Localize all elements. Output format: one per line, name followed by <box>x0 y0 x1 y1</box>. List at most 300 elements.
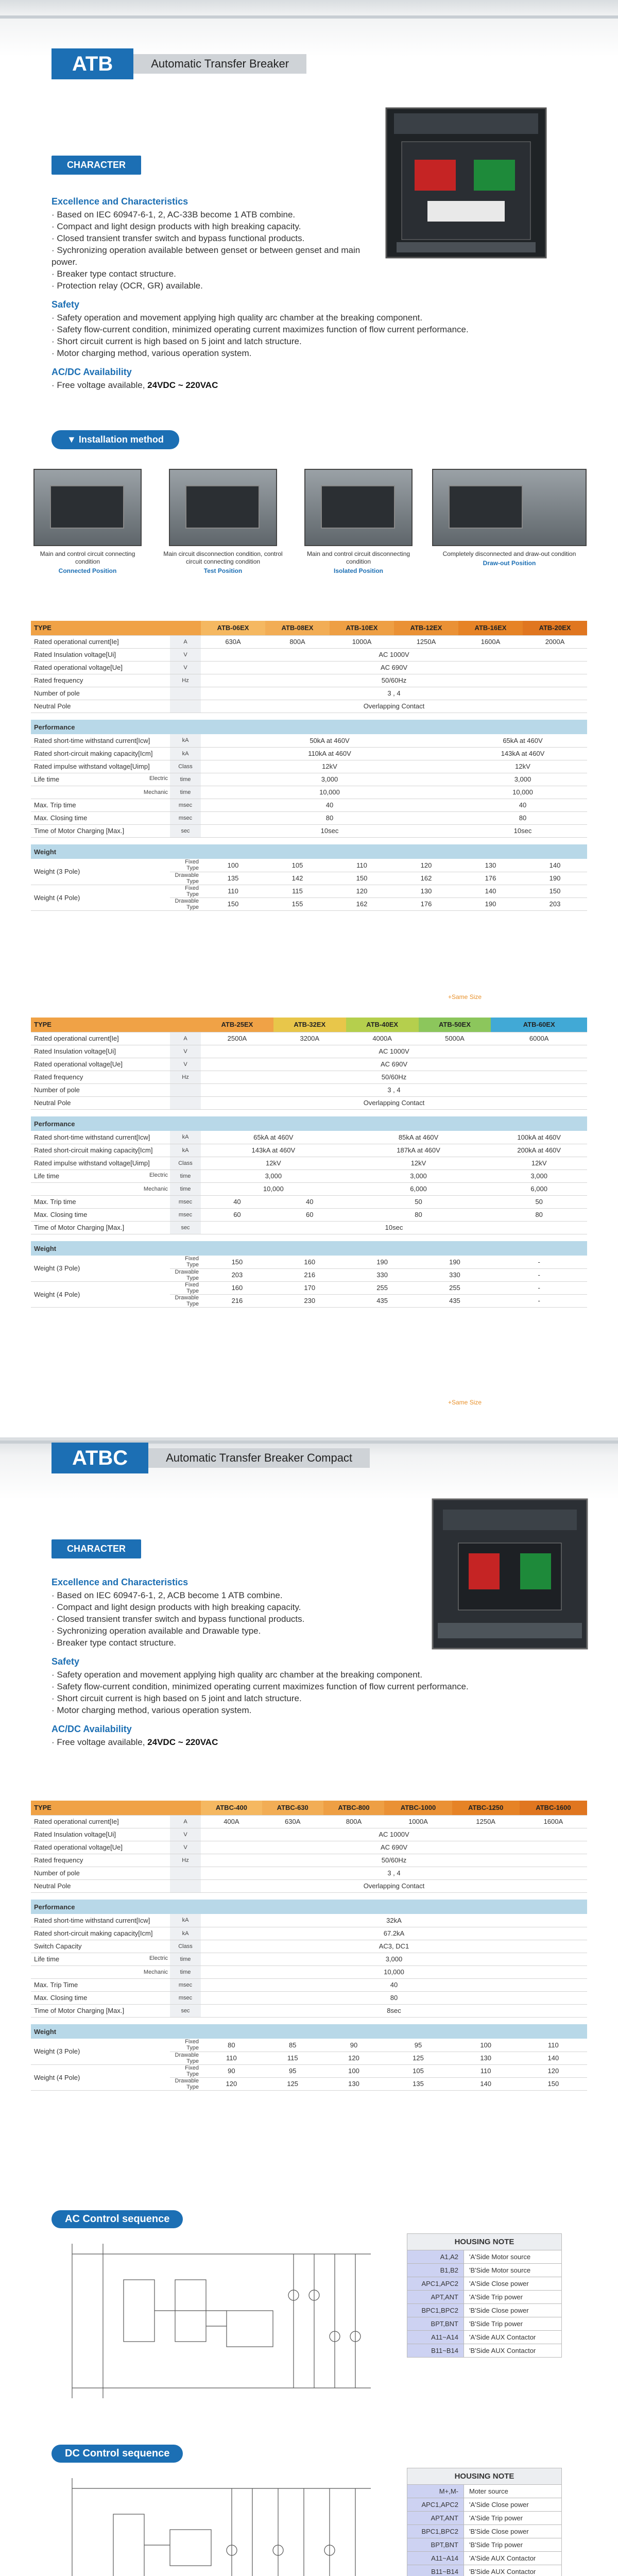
cell: 10sec <box>458 824 587 837</box>
cell: 130 <box>323 2077 385 2090</box>
table-row <box>31 786 587 799</box>
cell: 630A <box>201 635 265 648</box>
housing-note-title: HOUSING NOTE <box>407 2468 562 2485</box>
cell: 435 <box>419 1294 491 1307</box>
cell: AC 690V <box>201 1841 587 1854</box>
cell: 85kA at 460V <box>346 1131 491 1144</box>
row-unit: msec <box>170 811 201 824</box>
list-item: · Safety flow-current condition, minimized operating current maximizes function of flow current performance. <box>52 324 566 335</box>
note-key: APC1,APC2 <box>407 2277 464 2291</box>
cell: 150 <box>201 1256 273 1268</box>
row-unit: sec <box>170 2004 201 2017</box>
table-row <box>31 1170 587 1182</box>
table-row <box>407 2344 562 2358</box>
row-label: Time of Motor Charging [Max.] <box>31 2004 170 2017</box>
list-item: · Motor charging method, various operation system. <box>52 347 566 359</box>
row-unit: msec <box>170 1195 201 1208</box>
table-row <box>31 1281 587 1294</box>
table-row <box>407 2538 562 2552</box>
cell: 65kA at 460V <box>458 734 587 747</box>
ac-housing-note-table <box>407 2233 562 2358</box>
table-row <box>31 1914 587 1927</box>
table-row <box>31 859 587 872</box>
atb-code: ATB <box>52 48 133 79</box>
cell: 3 , 4 <box>201 1867 587 1879</box>
note-key: APT,ANT <box>407 2291 464 2304</box>
note-value: 'B'Side Trip power <box>464 2538 562 2552</box>
model-header: ATB-60EX <box>491 1018 587 1032</box>
table-row <box>407 2291 562 2304</box>
note-key: M+,M- <box>407 2485 464 2498</box>
table-row <box>31 811 587 824</box>
sub-label: Fixed Type <box>170 885 201 897</box>
cell: 330 <box>346 1268 419 1281</box>
table-header-row <box>31 1801 587 1815</box>
cell: 120 <box>520 2064 587 2077</box>
atb-acdc-heading: AC/DC Availability <box>52 367 132 377</box>
table-row <box>407 2525 562 2538</box>
row-unit: sec <box>170 1221 201 1234</box>
model-header: ATB-32EX <box>273 1018 346 1032</box>
cell: 1250A <box>452 1815 520 1828</box>
cell: 160 <box>201 1281 273 1294</box>
cell: 105 <box>265 859 330 872</box>
atbc-title-text: Automatic Transfer Breaker Compact <box>166 1451 353 1464</box>
note-value: 'B'Side Trip power <box>464 2317 562 2331</box>
note-value: 'B'Side AUX Contactor <box>464 2565 562 2576</box>
row-unit: Hz <box>170 1854 201 1867</box>
table-row <box>407 2304 562 2317</box>
cell: 120 <box>201 2077 262 2090</box>
atb-title <box>133 54 306 74</box>
cell: AC 1000V <box>201 1828 587 1841</box>
model-header: ATB-16EX <box>458 621 523 635</box>
atbc-excellence-list <box>52 1589 443 1649</box>
note-key: APT,ANT <box>407 2512 464 2525</box>
row-label: Weight (4 Pole) <box>31 1281 170 1307</box>
install-caption: Main and control circuit connecting condition <box>40 550 135 565</box>
type-label: TYPE <box>31 1801 201 1815</box>
cell: 150 <box>520 2077 587 2090</box>
note-key: BPC1,BPC2 <box>407 2525 464 2538</box>
table-row <box>31 661 587 674</box>
row-label: Max. Trip Time <box>31 1978 170 1991</box>
row-label: Rated impulse withstand voltage[Uimp] <box>31 1157 170 1170</box>
cell: 80 <box>201 2039 262 2052</box>
weight-group-row <box>31 1241 587 1256</box>
cell: 2000A <box>523 635 587 648</box>
atbc-excellence-heading: Excellence and Characteristics <box>52 1577 188 1587</box>
model-header: ATB-40EX <box>346 1018 419 1032</box>
same-size-note: +Same Size <box>448 1399 482 1406</box>
atbc-title-tag <box>52 1443 370 1473</box>
cell: 216 <box>201 1294 273 1307</box>
cell: 80 <box>346 1208 491 1221</box>
table-row <box>407 2485 562 2498</box>
list-item: · Sychronizing operation available between genset or between genset and main power. <box>52 244 381 268</box>
acdc-prefix: Free voltage available, <box>57 380 148 390</box>
row-unit <box>170 700 201 713</box>
sub-label: Electric <box>149 775 168 782</box>
cell: 190 <box>458 897 523 910</box>
cell: 100 <box>323 2064 385 2077</box>
table-row <box>31 1927 587 1940</box>
cell: 10,000 <box>201 786 458 799</box>
table-row <box>31 1083 587 1096</box>
row-label: Neutral Pole <box>31 1096 170 1109</box>
table-row <box>31 1991 587 2004</box>
row-unit: time <box>170 773 201 786</box>
row-label: Weight (3 Pole) <box>31 2039 170 2064</box>
cell: 50/60Hz <box>201 674 587 687</box>
life-time-label: Life time <box>34 775 60 783</box>
row-label: Rated short-time withstand current[Icw] <box>31 1131 170 1144</box>
cell: AC 1000V <box>201 1045 587 1058</box>
performance-group-row <box>31 1900 587 1914</box>
table-header-row <box>31 621 587 635</box>
note-value: 'A'Side AUX Contactor <box>464 2331 562 2344</box>
install-image <box>304 469 413 546</box>
cell: 162 <box>330 897 394 910</box>
cell: 1600A <box>458 635 523 648</box>
cell: 40 <box>201 799 458 811</box>
cell: 50/60Hz <box>201 1854 587 1867</box>
cell: 200kA at 460V <box>491 1144 587 1157</box>
sub-label: Fixed Type <box>170 1281 201 1294</box>
cell: 190 <box>419 1256 491 1268</box>
note-value: 'B'Side Motor source <box>464 2264 562 2277</box>
sub-label: Drawable Type <box>170 1268 201 1281</box>
list-item: · Based on IEC 60947-6-1, 2, AC-33B become 1 ATB combine. <box>52 209 381 221</box>
acdc-prefix: Free voltage available, <box>57 1737 148 1747</box>
row-label: Number of pole <box>31 1083 170 1096</box>
atb-excellence-list <box>52 209 381 292</box>
row-unit: kA <box>170 1131 201 1144</box>
sub-label: Mechanic <box>31 1965 170 1978</box>
cell: 800A <box>265 635 330 648</box>
cell: 120 <box>330 885 394 897</box>
cell: Overlapping Contact <box>201 1879 587 1892</box>
cell: 95 <box>384 2039 452 2052</box>
cell: 90 <box>323 2039 385 2052</box>
install-image <box>33 469 142 546</box>
list-item: · Sychronizing operation available and Drawable type. <box>52 1625 443 1637</box>
row-unit <box>170 1867 201 1879</box>
list-item: · Short circuit current is high based on 5 joint and latch structure. <box>52 1692 566 1704</box>
cell: 130 <box>394 885 458 897</box>
install-isolated <box>299 469 418 574</box>
cell: 130 <box>458 859 523 872</box>
cell: 1000A <box>384 1815 452 1828</box>
note-value: 'A'Side Close power <box>464 2498 562 2512</box>
cell: 90 <box>201 2064 262 2077</box>
install-position: Draw-out Position <box>483 560 536 567</box>
atb-safety-list <box>52 312 566 359</box>
acdc-value: 24VDC ~ 220VAC <box>147 1737 218 1747</box>
cell: 115 <box>262 2052 323 2064</box>
cell: 6,000 <box>346 1182 491 1195</box>
dc-circuit-diagram <box>57 2468 386 2576</box>
table-row <box>31 2064 587 2077</box>
group-label: Performance <box>31 1116 587 1131</box>
cell: 110 <box>330 859 394 872</box>
table-row <box>31 773 587 786</box>
table-row <box>407 2552 562 2565</box>
cell: 143kA at 460V <box>201 1144 346 1157</box>
cell: 110 <box>520 2039 587 2052</box>
row-label: Rated operational voltage[Ue] <box>31 1841 170 1854</box>
note-value: 'A'Side Trip power <box>464 2291 562 2304</box>
cell: 400A <box>201 1815 262 1828</box>
cell: 203 <box>201 1268 273 1281</box>
cell: 255 <box>419 1281 491 1294</box>
cell: 6,000 <box>491 1182 587 1195</box>
atbc-acdc-heading: AC/DC Availability <box>52 1724 132 1734</box>
list-item: · Safety operation and movement applying high quality arc chamber at the breaking component. <box>52 1669 566 1681</box>
cell: 40 <box>458 799 587 811</box>
table-header-row <box>31 1018 587 1032</box>
row-label: Rated Insulation voltage[Ui] <box>31 1045 170 1058</box>
atb-character-label: CHARACTER <box>52 156 141 175</box>
cell: 3,000 <box>201 1953 587 1965</box>
cell: 330 <box>419 1268 491 1281</box>
cell: 170 <box>273 1281 346 1294</box>
table-row <box>31 824 587 837</box>
note-key: B11~B14 <box>407 2344 464 2358</box>
install-caption: Main and control circuit disconnecting condition <box>306 550 410 565</box>
cell: 155 <box>265 897 330 910</box>
row-label: Rated operational voltage[Ue] <box>31 1058 170 1071</box>
atb-feature-block <box>52 196 469 391</box>
table-row <box>31 1096 587 1109</box>
acdc-value: 24VDC ~ 220VAC <box>147 380 218 390</box>
table-row <box>31 1045 587 1058</box>
cell: 80 <box>458 811 587 824</box>
cell: 203 <box>523 897 587 910</box>
cell: 12kV <box>201 1157 346 1170</box>
table-row <box>31 1182 587 1195</box>
sub-label: Drawable Type <box>170 1294 201 1307</box>
row-unit: msec <box>170 799 201 811</box>
atbc-spec-table <box>31 1801 587 2091</box>
model-header: ATBC-630 <box>262 1801 323 1815</box>
row-unit <box>170 1879 201 1892</box>
cell: 150 <box>330 872 394 885</box>
table-row <box>31 1815 587 1828</box>
install-caption: Completely disconnected and draw-out condition <box>442 550 576 557</box>
table-row <box>31 760 587 773</box>
list-item: · Protection relay (OCR, GR) available. <box>52 280 381 292</box>
cell: 95 <box>262 2064 323 2077</box>
cell: 4000A <box>346 1032 419 1045</box>
same-size-note: +Same Size <box>448 993 482 1001</box>
table-row <box>31 1854 587 1867</box>
cell: 135 <box>201 872 265 885</box>
cell: 190 <box>523 872 587 885</box>
cell: 130 <box>452 2052 520 2064</box>
table-row <box>31 1940 587 1953</box>
installation-label-text: Installation method <box>78 434 164 445</box>
table-row <box>31 1978 587 1991</box>
cell: 10,000 <box>201 1965 587 1978</box>
cell: 65kA at 460V <box>201 1131 346 1144</box>
cell: 100 <box>201 859 265 872</box>
row-label: Rated short-time withstand current[Icw] <box>31 1914 170 1927</box>
cell: 140 <box>520 2052 587 2064</box>
cell: 60 <box>273 1208 346 1221</box>
row-unit <box>170 1096 201 1109</box>
dc-housing-note-table <box>407 2468 562 2576</box>
sub-label: Fixed Type <box>170 859 201 872</box>
row-unit: A <box>170 1032 201 1045</box>
row-label: Rated Insulation voltage[Ui] <box>31 1828 170 1841</box>
table-row <box>31 1965 587 1978</box>
table-row <box>31 2039 587 2052</box>
cell: 140 <box>452 2077 520 2090</box>
row-label: Rated short-circuit making capacity[Icm] <box>31 1144 170 1157</box>
cell: 187kA at 460V <box>346 1144 491 1157</box>
cell: 50/60Hz <box>201 1071 587 1083</box>
group-label: Performance <box>31 720 587 734</box>
cell: 50kA at 460V <box>201 734 458 747</box>
cell: Overlapping Contact <box>201 700 587 713</box>
sub-label: Drawable Type <box>170 872 201 885</box>
table-row <box>31 885 587 897</box>
model-header: ATBC-1600 <box>520 1801 587 1815</box>
cell: 3,000 <box>346 1170 491 1182</box>
ac-control-title: AC Control sequence <box>52 2210 183 2228</box>
cell: 190 <box>346 1256 419 1268</box>
row-label: Weight (4 Pole) <box>31 2064 170 2090</box>
type-label: TYPE <box>31 621 201 635</box>
cell: 8sec <box>201 2004 587 2017</box>
row-label: Time of Motor Charging [Max.] <box>31 824 170 837</box>
atb-spec-table-1 <box>31 621 587 911</box>
note-value: Moter source <box>464 2485 562 2498</box>
model-header: ATB-06EX <box>201 621 265 635</box>
cell: 1250A <box>394 635 458 648</box>
row-label: Neutral Pole <box>31 1879 170 1892</box>
sub-label: Drawable Type <box>170 897 201 910</box>
sub-label: Fixed Type <box>170 2039 201 2052</box>
cell: - <box>491 1268 587 1281</box>
note-key: A11~A14 <box>407 2331 464 2344</box>
row-label: Rated short-time withstand current[Icw] <box>31 734 170 747</box>
life-time-label: Life time <box>34 1955 60 1963</box>
row-unit: A <box>170 635 201 648</box>
row-unit: Hz <box>170 1071 201 1083</box>
note-key: BPT,BNT <box>407 2317 464 2331</box>
cell: 255 <box>346 1281 419 1294</box>
sub-label: Drawable Type <box>170 2077 201 2090</box>
cell: 12kV <box>491 1157 587 1170</box>
table-row <box>31 1195 587 1208</box>
table-row <box>31 747 587 760</box>
table-row <box>407 2565 562 2576</box>
note-key: B11~B14 <box>407 2565 464 2576</box>
row-unit: V <box>170 1045 201 1058</box>
table-row <box>31 1841 587 1854</box>
install-connected <box>28 469 147 574</box>
cell: 150 <box>201 897 265 910</box>
cell: 10,000 <box>458 786 587 799</box>
list-item: · Breaker type contact structure. <box>52 1637 443 1649</box>
cell: 3 , 4 <box>201 687 587 700</box>
cell: 10sec <box>201 824 458 837</box>
cell: 50 <box>491 1195 587 1208</box>
note-key: BPT,BNT <box>407 2538 464 2552</box>
cell: 230 <box>273 1294 346 1307</box>
row-unit: Class <box>170 1940 201 1953</box>
note-key: BPC1,BPC2 <box>407 2304 464 2317</box>
row-unit: A <box>170 1815 201 1828</box>
atbc-code: ATBC <box>52 1443 148 1473</box>
cell: 40 <box>273 1195 346 1208</box>
list-item <box>52 379 381 391</box>
list-item: · Compact and light design products with high breaking capacity. <box>52 221 381 232</box>
sub-label: Fixed Type <box>170 1256 201 1268</box>
row-unit: time <box>170 1965 201 1978</box>
housing-note-title: HOUSING NOTE <box>407 2234 562 2250</box>
list-item: · Compact and light design products with high breaking capacity. <box>52 1601 443 1613</box>
list-item: · Short circuit current is high based on 5 joint and latch structure. <box>52 335 566 347</box>
cell: AC 690V <box>201 1058 587 1071</box>
group-label: Weight <box>31 1241 587 1256</box>
row-unit <box>170 1083 201 1096</box>
performance-group-row <box>31 720 587 734</box>
table-row <box>31 1208 587 1221</box>
atbc-safety-heading: Safety <box>52 1656 80 1667</box>
cell: 3200A <box>273 1032 346 1045</box>
cell: 120 <box>323 2052 385 2064</box>
cell: 85 <box>262 2039 323 2052</box>
cell: Overlapping Contact <box>201 1096 587 1109</box>
list-item: · Motor charging method, various operation system. <box>52 1704 566 1716</box>
table-row <box>31 648 587 661</box>
table-row <box>31 2004 587 2017</box>
row-label: Rated operational current[Ie] <box>31 635 170 648</box>
sub-label: Electric <box>149 1172 168 1178</box>
row-label: Rated impulse withstand voltage[Uimp] <box>31 760 170 773</box>
row-unit: time <box>170 1182 201 1195</box>
note-value: 'A'Side Trip power <box>464 2512 562 2525</box>
cell: 3 , 4 <box>201 1083 587 1096</box>
cell: 3,000 <box>491 1170 587 1182</box>
row-label: Neutral Pole <box>31 700 170 713</box>
group-label: Weight <box>31 844 587 859</box>
row-label: Time of Motor Charging [Max.] <box>31 1221 170 1234</box>
cell: 6000A <box>491 1032 587 1045</box>
row-label: Rated short-circuit making capacity[Icm] <box>31 747 170 760</box>
row-label: Rated frequency <box>31 1071 170 1083</box>
cell: 12kV <box>346 1157 491 1170</box>
cell: 100 <box>452 2039 520 2052</box>
atb-spec-table-2 <box>31 1018 587 1308</box>
cell: 110 <box>201 2052 262 2064</box>
cell: 1000A <box>330 635 394 648</box>
cell: 160 <box>273 1256 346 1268</box>
installation-row <box>28 469 592 574</box>
ac-circuit-diagram <box>57 2233 386 2419</box>
row-label: Max. Closing time <box>31 1991 170 2004</box>
note-value: 'B'Side Close power <box>464 2304 562 2317</box>
cell: 135 <box>384 2077 452 2090</box>
note-key: APC1,APC2 <box>407 2498 464 2512</box>
row-unit: Class <box>170 760 201 773</box>
row-unit: kA <box>170 747 201 760</box>
atbc-title <box>148 1448 370 1468</box>
cell: 80 <box>201 1991 587 2004</box>
